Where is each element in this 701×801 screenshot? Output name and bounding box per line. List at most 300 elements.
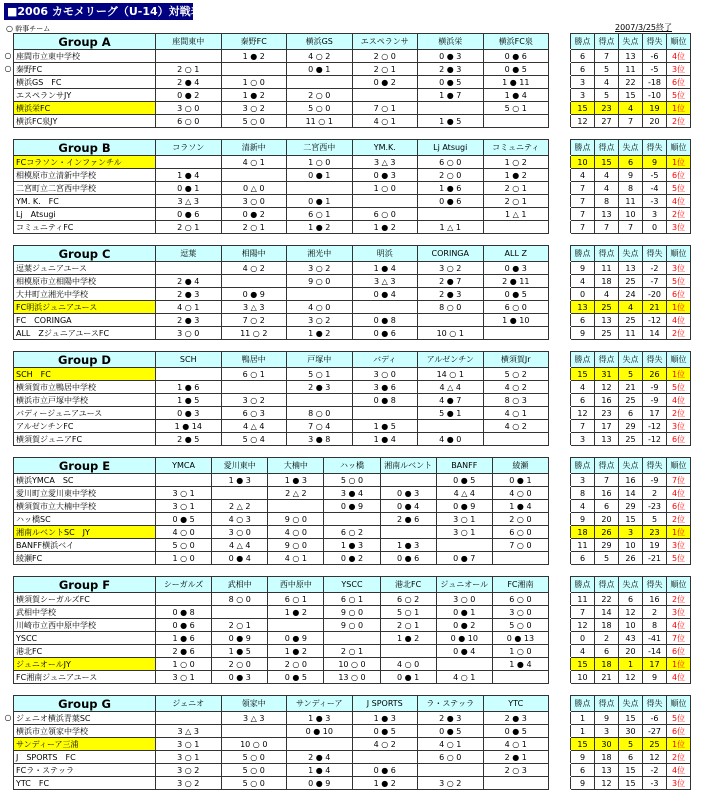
team-name: [14, 632, 156, 645]
team-name: [14, 195, 156, 208]
column-gap: [548, 619, 570, 632]
team-label: FCコラソン・インファンチル: [16, 157, 122, 167]
stat-header: 順位: [667, 696, 691, 712]
stat-header: 得失: [643, 34, 667, 50]
column-gap: [549, 76, 571, 89]
rank-value: 7位: [666, 474, 690, 487]
organizer-mark-icon: ○: [6, 24, 13, 33]
table-row: [14, 526, 691, 539]
stat-value: -27: [643, 725, 667, 738]
match-result: [287, 182, 353, 195]
rank-value: 3位: [667, 221, 691, 234]
team-label: ハッ橋SC: [16, 514, 51, 524]
stat-value: 27: [595, 115, 619, 128]
team-name: [14, 552, 156, 565]
stat-header: 得失: [643, 696, 667, 712]
stat-value: 15: [619, 764, 643, 777]
stat-value: 4: [570, 645, 594, 658]
match-result: 4 ○ 2: [221, 262, 287, 275]
opponent-header: YM.K.: [352, 140, 418, 156]
stat-value: 26: [594, 526, 618, 539]
column-gap: [548, 513, 570, 526]
opponent-header: ハッ橋: [324, 458, 380, 474]
stat-value: -12: [643, 420, 667, 433]
rank-value: 2位: [666, 593, 690, 606]
table-row: [14, 301, 691, 314]
stat-value: -3: [643, 195, 667, 208]
stat-value: -18: [643, 76, 667, 89]
match-result: 0 ● 1: [156, 182, 222, 195]
opponent-header: 二宮西中: [287, 140, 353, 156]
match-result: 5 ○ 0: [221, 777, 287, 790]
match-result: 4 ○ 2: [287, 50, 353, 63]
match-result: 5 ○ 0: [492, 619, 548, 632]
team-label: 相模原市立相陽中学校: [16, 276, 96, 286]
opponent-header: 相陽中: [221, 246, 287, 262]
match-result: 3 ○ 2: [221, 102, 287, 115]
rank-value: 6位: [666, 500, 690, 513]
column-gap: [549, 301, 571, 314]
team-name: [14, 777, 156, 790]
opponent-header: YTC: [483, 696, 549, 712]
match-result: 7 ○ 1: [352, 102, 418, 115]
match-result: 0 ● 1: [287, 195, 353, 208]
stat-value: 26: [643, 368, 667, 381]
stat-value: 7: [619, 221, 643, 234]
opponent-header: 西中原中: [268, 577, 324, 593]
match-result: [483, 115, 549, 128]
stat-value: 12: [571, 115, 595, 128]
opponent-header: 横浜GS: [287, 34, 353, 50]
opponent-header: 領家中: [221, 696, 287, 712]
match-result: 0 ● 3: [418, 50, 484, 63]
group-name: Group A: [14, 34, 156, 50]
match-result: 8 ○ 0: [287, 407, 353, 420]
team-name: [14, 513, 156, 526]
column-gap: [548, 539, 570, 552]
match-result: 0 ● 2: [324, 552, 380, 565]
match-result: [418, 314, 484, 327]
match-result: [221, 275, 287, 288]
column-gap: [549, 34, 571, 50]
stat-value: 4: [595, 288, 619, 301]
rank-value: 6位: [666, 645, 690, 658]
team-label: SCH FC: [16, 369, 51, 379]
match-result: 10 ○ 1: [418, 327, 484, 340]
stat-header: 得点: [595, 246, 619, 262]
stat-value: 23: [595, 102, 619, 115]
match-result: 2 ● 5: [156, 433, 222, 446]
stat-value: 13: [571, 301, 595, 314]
stat-value: 7: [570, 606, 594, 619]
match-result: 1 ○ 0: [492, 645, 548, 658]
match-result: 0 ● 5: [483, 725, 549, 738]
stat-value: 13: [595, 208, 619, 221]
group-table: [13, 576, 691, 684]
stat-value: 21: [594, 671, 618, 684]
match-result: 0 ● 9: [287, 777, 353, 790]
stat-value: 13: [595, 764, 619, 777]
column-gap: [549, 420, 571, 433]
team-label: 横須賀ジュニアFC: [16, 434, 83, 444]
match-result: [380, 526, 436, 539]
stat-value: 7: [571, 221, 595, 234]
match-result: 0 ● 5: [352, 725, 418, 738]
match-result: [492, 671, 548, 684]
group-table: [4, 33, 691, 128]
match-result: 6 ○ 0: [418, 751, 484, 764]
table-row: [14, 368, 691, 381]
opponent-header: 湘南ルベント: [380, 458, 436, 474]
column-gap: [549, 221, 571, 234]
team-name: [14, 764, 156, 777]
match-result: 0 ● 1: [380, 671, 436, 684]
team-name: [14, 474, 156, 487]
match-result: 2 ○ 1: [324, 645, 380, 658]
table-row: [14, 725, 691, 738]
stat-value: 22: [619, 76, 643, 89]
match-result: 0 ● 5: [483, 288, 549, 301]
match-result: 2 ○ 3: [483, 764, 549, 777]
table-row: [14, 552, 691, 565]
match-result: [268, 619, 324, 632]
table-row: [14, 407, 691, 420]
match-result: 1 ● 3: [352, 712, 418, 725]
stat-value: 23: [595, 407, 619, 420]
stat-value: 4: [571, 169, 595, 182]
column-gap: [549, 696, 571, 712]
match-result: 2 ○ 0: [287, 89, 353, 102]
stat-value: 17: [643, 407, 667, 420]
match-result: [324, 632, 380, 645]
match-result: 4 ○ 1: [483, 407, 549, 420]
match-result: 2 ● 3: [418, 63, 484, 76]
match-result: [352, 89, 418, 102]
match-result: [287, 76, 353, 89]
match-result: 4 ○ 1: [156, 301, 222, 314]
match-result: 0 ● 10: [436, 632, 492, 645]
stat-header: 失点: [618, 577, 642, 593]
stat-value: 3: [571, 433, 595, 446]
stat-value: 23: [642, 526, 666, 539]
match-result: 0 ● 9: [268, 632, 324, 645]
match-result: [156, 50, 222, 63]
team-name: [14, 115, 156, 128]
status-text: 2007/3/25終了: [615, 23, 673, 32]
match-result: 5 ○ 0: [324, 474, 380, 487]
stat-value: 12: [595, 777, 619, 790]
team-label: YTC FC: [16, 778, 50, 788]
team-label: ジュニオールJY: [16, 659, 71, 669]
match-result: 5 ○ 2: [483, 368, 549, 381]
team-name: [14, 368, 156, 381]
match-result: 3 ○ 2: [156, 764, 222, 777]
team-name: [14, 751, 156, 764]
page-title: ■2006 カモメリーグ（U-14）対戦表: [4, 3, 193, 20]
match-result: 0 ● 4: [212, 552, 268, 565]
match-result: 1 ● 5: [156, 394, 222, 407]
match-result: 6 ○ 1: [221, 368, 287, 381]
match-result: 5 ○ 0: [221, 115, 287, 128]
match-result: 0 ● 3: [212, 671, 268, 684]
match-result: 2 △ 2: [268, 487, 324, 500]
team-label: エスペランサJY: [16, 90, 72, 100]
team-name: [14, 76, 156, 89]
stat-value: 6: [571, 50, 595, 63]
opponent-header: YSCC: [324, 577, 380, 593]
team-label: Lj Atsugi: [16, 209, 56, 219]
match-result: 5 ○ 0: [287, 102, 353, 115]
stat-header: 得失: [643, 140, 667, 156]
match-result: 0 ● 5: [156, 513, 212, 526]
stat-value: 15: [619, 89, 643, 102]
team-name: [14, 327, 156, 340]
match-result: 1 ● 4: [352, 433, 418, 446]
rank-value: 1位: [667, 102, 691, 115]
match-result: 3 △ 3: [352, 275, 418, 288]
match-result: 1 ● 4: [492, 500, 548, 513]
match-result: 3 △ 3: [156, 725, 222, 738]
match-result: 0 ● 4: [352, 288, 418, 301]
match-result: 4 △ 4: [436, 487, 492, 500]
stat-header: 得失: [643, 352, 667, 368]
match-result: 2 ● 6: [380, 513, 436, 526]
stat-header: 勝点: [570, 577, 594, 593]
stat-value: 18: [595, 275, 619, 288]
column-gap: [549, 89, 571, 102]
match-result: 0 ● 5: [418, 725, 484, 738]
group-table: [13, 351, 691, 446]
match-result: 13 ○ 0: [324, 671, 380, 684]
stat-value: 30: [595, 738, 619, 751]
stat-value: 6: [594, 500, 618, 513]
rank-value: 5位: [667, 712, 691, 725]
team-label: 逗葉ジュニアユース: [16, 263, 88, 273]
table-row: [14, 221, 691, 234]
match-result: 4 ● 0: [418, 433, 484, 446]
match-result: 6 ○ 0: [352, 208, 418, 221]
rank-value: 6位: [667, 433, 691, 446]
organizer-mark-icon: ○: [4, 64, 12, 73]
stat-value: 43: [618, 632, 642, 645]
stat-value: 12: [618, 671, 642, 684]
match-result: [287, 288, 353, 301]
table-row: [14, 433, 691, 446]
team-label: 横須賀シーガルズFC: [16, 594, 90, 604]
match-result: [492, 552, 548, 565]
rank-value: 2位: [667, 407, 691, 420]
match-result: 0 ● 6: [156, 619, 212, 632]
group-name: Group G: [14, 696, 156, 712]
column-gap: [548, 458, 570, 474]
stat-header: 得点: [595, 140, 619, 156]
team-label: 川崎市立西中原中学校: [16, 620, 96, 630]
stat-value: 26: [618, 552, 642, 565]
table-row: [14, 500, 691, 513]
opponent-header: 明浜: [352, 246, 418, 262]
stat-value: 14: [643, 327, 667, 340]
stat-value: 15: [619, 777, 643, 790]
rank-value: 5位: [667, 182, 691, 195]
match-result: 2 ○ 0: [268, 658, 324, 671]
match-result: 2 ○ 1: [380, 619, 436, 632]
match-result: 8 ○ 0: [418, 301, 484, 314]
column-gap: [549, 381, 571, 394]
stat-value: 25: [619, 275, 643, 288]
stat-value: 4: [619, 301, 643, 314]
match-result: 8 ○ 0: [212, 593, 268, 606]
match-result: 6 ○ 1: [287, 208, 353, 221]
match-result: 0 ● 6: [483, 50, 549, 63]
stat-value: 13: [595, 314, 619, 327]
stat-value: 11: [570, 539, 594, 552]
rank-value: 1位: [666, 526, 690, 539]
stat-value: 10: [570, 671, 594, 684]
rank-value: 4位: [667, 195, 691, 208]
stat-value: -2: [643, 262, 667, 275]
match-result: 4 ○ 1: [483, 738, 549, 751]
table-row: [14, 182, 691, 195]
stat-value: -9: [643, 394, 667, 407]
table-row: [14, 76, 691, 89]
team-label: 横浜栄FC: [16, 103, 51, 113]
stat-value: 5: [595, 89, 619, 102]
stat-header: 順位: [667, 246, 691, 262]
match-result: 5 ○ 1: [483, 102, 549, 115]
stat-value: 25: [619, 314, 643, 327]
match-result: 4 △ 4: [221, 420, 287, 433]
match-result: 1 ● 5: [212, 645, 268, 658]
stat-value: 15: [571, 102, 595, 115]
stat-value: 9: [619, 169, 643, 182]
stat-value: 8: [642, 619, 666, 632]
match-result: 5 ○ 0: [221, 764, 287, 777]
match-result: 10 ○ 0: [221, 738, 287, 751]
column-gap: [548, 577, 570, 593]
column-gap: [549, 725, 571, 738]
team-name: [14, 500, 156, 513]
stat-value: 9: [570, 513, 594, 526]
team-name: [14, 645, 156, 658]
match-result: 6 ○ 2: [324, 526, 380, 539]
opponent-header: 武相中: [212, 577, 268, 593]
stat-header: 失点: [619, 246, 643, 262]
team-name: [14, 301, 156, 314]
stat-header: 勝点: [571, 34, 595, 50]
rank-value: 4位: [667, 50, 691, 63]
stat-header: 勝点: [571, 140, 595, 156]
match-result: 4 ○ 1: [268, 552, 324, 565]
stat-value: -5: [643, 63, 667, 76]
rank-value: 1位: [667, 368, 691, 381]
team-label: サンディーア三浦: [16, 739, 79, 749]
stat-value: 15: [595, 156, 619, 169]
team-label: FC CORINGA: [16, 315, 72, 325]
match-result: 6 ○ 0: [156, 115, 222, 128]
stat-value: 11: [619, 63, 643, 76]
match-result: 1 ● 2: [483, 169, 549, 182]
stat-header: 失点: [619, 352, 643, 368]
stat-value: -14: [642, 645, 666, 658]
match-result: 0 ● 5: [483, 63, 549, 76]
rank-value: 4位: [666, 487, 690, 500]
match-result: 2 ○ 0: [492, 513, 548, 526]
stat-value: 6: [571, 63, 595, 76]
opponent-header: 港北FC: [380, 577, 436, 593]
stat-value: 12: [643, 751, 667, 764]
stat-value: -9: [642, 474, 666, 487]
match-result: 1 ● 4: [483, 89, 549, 102]
stat-value: 1: [571, 725, 595, 738]
stat-value: 6: [594, 645, 618, 658]
match-result: 9 ○ 0: [268, 513, 324, 526]
match-result: [418, 420, 484, 433]
stat-value: 15: [618, 513, 642, 526]
team-label: アルゼンチンFC: [16, 421, 74, 431]
column-gap: [549, 246, 571, 262]
rank-value: 2位: [667, 208, 691, 221]
rank-value: 5位: [667, 275, 691, 288]
match-result: 2 ● 7: [418, 275, 484, 288]
group-name: Group E: [14, 458, 156, 474]
rank-value: 1位: [667, 156, 691, 169]
match-result: [436, 539, 492, 552]
stat-value: 5: [594, 552, 618, 565]
stat-value: 10: [571, 156, 595, 169]
match-result: 3 ● 6: [352, 381, 418, 394]
organizer-mark-icon: ○: [4, 713, 12, 722]
stat-value: 8: [619, 182, 643, 195]
stat-value: 24: [619, 288, 643, 301]
team-label: 横浜FC泉JY: [16, 116, 58, 126]
stat-header: 失点: [619, 696, 643, 712]
rank-value: 4位: [666, 619, 690, 632]
team-name: [14, 658, 156, 671]
rank-value: 6位: [667, 725, 691, 738]
stat-value: 21: [643, 301, 667, 314]
stat-value: 20: [643, 115, 667, 128]
match-result: [221, 169, 287, 182]
stat-value: 4: [595, 182, 619, 195]
match-result: [287, 738, 353, 751]
stat-value: -23: [642, 500, 666, 513]
opponent-header: コミュニティ: [483, 140, 549, 156]
match-result: 6 ○ 3: [221, 407, 287, 420]
table-row: [14, 632, 691, 645]
team-name: [14, 314, 156, 327]
team-label: 横浜市立領家中学校: [16, 726, 88, 736]
team-label: 横浜YMCA SC: [16, 475, 74, 485]
stat-value: 2: [642, 606, 666, 619]
column-gap: [549, 433, 571, 446]
opponent-header: 清新中: [221, 140, 287, 156]
stat-value: 9: [571, 327, 595, 340]
match-result: 0 ● 8: [352, 394, 418, 407]
match-result: [483, 221, 549, 234]
match-result: [436, 658, 492, 671]
match-result: 1 ● 3: [380, 539, 436, 552]
stat-value: 6: [619, 407, 643, 420]
opponent-header: ALL Z: [483, 246, 549, 262]
table-row: [14, 394, 691, 407]
match-result: 2 ● 3: [418, 288, 484, 301]
stat-header: 勝点: [571, 352, 595, 368]
team-name: [14, 420, 156, 433]
league-tables: [4, 33, 690, 801]
stat-value: 9: [571, 262, 595, 275]
match-result: 3 ○ 0: [156, 102, 222, 115]
stat-value: 5: [619, 738, 643, 751]
